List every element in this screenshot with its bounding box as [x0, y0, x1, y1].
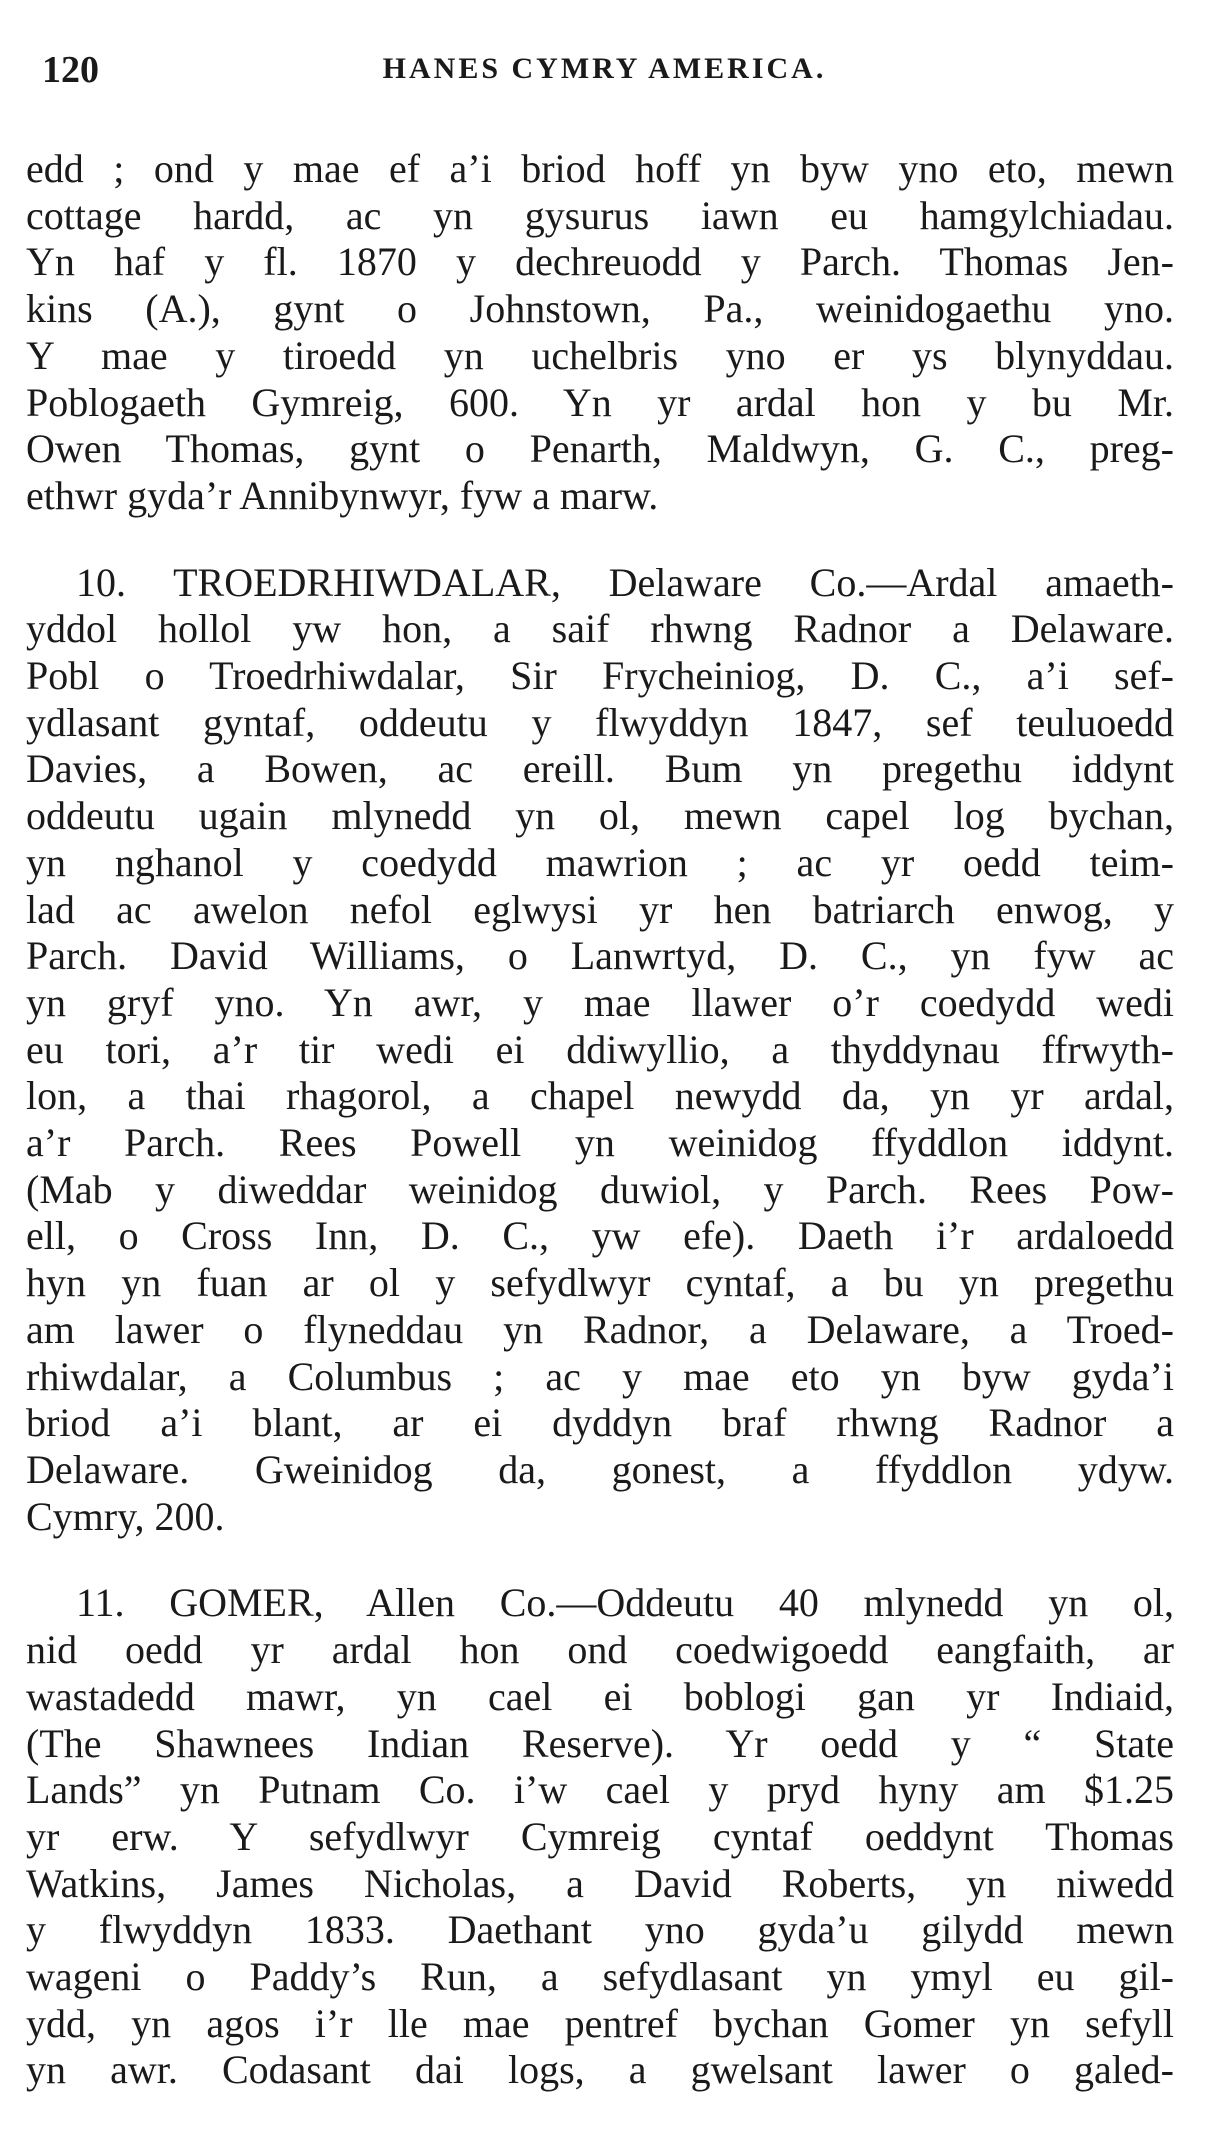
- text-line: y flwyddyn 1833. Daethant yno gyda’u gilydd mewn: [26, 1907, 1174, 1953]
- text-line: wastadedd mawr, yn cael ei boblogi gan yr Indiaid,: [26, 1673, 1174, 1719]
- text-line: Yn haf y fl. 1870 y dechreuodd y Parch. Thomas Jen-: [26, 239, 1174, 285]
- text-line: yr erw. Y sefydlwyr Cymreig cyntaf oeddynt Thomas: [26, 1813, 1174, 1859]
- text-line: nid oedd yr ardal hon ond coedwigoedd eangfaith, ar: [26, 1627, 1174, 1673]
- text-line: yn awr. Codasant dai logs, a gwelsant lawer o galed-: [26, 2047, 1174, 2093]
- text-line: ell, o Cross Inn, D. C., yw efe). Daeth i’r ardaloedd: [26, 1213, 1174, 1259]
- text-line: Parch. David Williams, o Lanwrtyd, D. C., yn fyw ac: [26, 933, 1174, 979]
- text-line: Delaware. Gweinidog da, gonest, a ffyddlon ydyw.: [26, 1446, 1174, 1492]
- running-head: HANES CYMRY AMERICA.: [382, 52, 827, 85]
- text-line: kins (A.), gynt o Johnstown, Pa., weinidogaethu yno.: [26, 286, 1174, 332]
- text-line: eu tori, a’r tir wedi ei ddiwyllio, a thyddynau ffrwyth-: [26, 1026, 1174, 1072]
- paragraph-3: [26, 1580, 1174, 2094]
- text-line: ydd, yn agos i’r lle mae pentref bychan Gomer yn sefyll: [26, 2000, 1174, 2046]
- paragraph-1: [26, 146, 1174, 520]
- text-line: Pobl o Troedrhiwdalar, Sir Frycheiniog, D. C., a’i sef-: [26, 653, 1174, 699]
- text-line: yn gryf yno. Yn awr, y mae llawer o’r coedydd wedi: [26, 979, 1174, 1025]
- text-line: Y mae y tiroedd yn uchelbris yno er ys blynyddau.: [26, 332, 1174, 378]
- text-line: ethwr gyda’r Annibynwyr, fyw a marw.: [26, 472, 659, 518]
- body-text: [26, 146, 1174, 2094]
- text-line: Davies, a Bowen, ac ereill. Bum yn pregethu iddynt: [26, 746, 1174, 792]
- text-line: a’r Parch. Rees Powell yn weinidog ffyddlon iddynt.: [26, 1120, 1174, 1166]
- text-line: lon, a thai rhagorol, a chapel newydd da, yn yr ardal,: [26, 1073, 1174, 1119]
- page-number: 120: [42, 49, 99, 91]
- text-line: Owen Thomas, gynt o Penarth, Maldwyn, G. C., preg-: [26, 426, 1174, 472]
- text-line: yddol hollol yw hon, a saif rhwng Radnor a Delaware.: [26, 606, 1174, 652]
- text-line: (Mab y diweddar weinidog duwiol, y Parch. Rees Pow-: [26, 1166, 1174, 1212]
- text-line: wageni o Paddy’s Run, a sefydlasant yn ymyl eu gil-: [26, 1954, 1174, 2000]
- text-line: lad ac awelon nefol eglwysi yr hen batriarch enwog, y: [26, 886, 1174, 932]
- text-line: Watkins, James Nicholas, a David Roberts, yn niwedd: [26, 1860, 1174, 1906]
- text-line: oddeutu ugain mlynedd yn ol, mewn capel log bychan,: [26, 793, 1174, 839]
- paragraph-2: [26, 560, 1174, 1541]
- text-line: ydlasant gyntaf, oddeutu y flwyddyn 1847, sef teuluoedd: [26, 699, 1174, 745]
- text-line: yn nghanol y coedydd mawrion ; ac yr oedd teim-: [26, 839, 1174, 885]
- text-line: 10. TROEDRHIWDALAR, Delaware Co.—Ardal amaeth-: [76, 559, 1174, 605]
- text-line: hyn yn fuan ar ol y sefydlwyr cyntaf, a bu yn pregethu: [26, 1260, 1174, 1306]
- text-line: 11. GOMER, Allen Co.—Oddeutu 40 mlynedd yn ol,: [76, 1580, 1174, 1626]
- text-line: (The Shawnees Indian Reserve). Yr oedd y “ State: [26, 1720, 1174, 1766]
- text-line: cottage hardd, ac yn gysurus iawn eu hamgylchiadau.: [26, 192, 1174, 238]
- page-header: [42, 48, 1167, 98]
- text-line: Cymry, 200.: [26, 1493, 225, 1539]
- text-line: briod a’i blant, ar ei dyddyn braf rhwng Radnor a: [26, 1400, 1174, 1446]
- text-line: Poblogaeth Gymreig, 600. Yn yr ardal hon y bu Mr.: [26, 379, 1174, 425]
- text-line: edd ; ond y mae ef a’i briod hoff yn byw yno eto, mewn: [26, 146, 1174, 191]
- text-line: am lawer o flyneddau yn Radnor, a Delaware, a Troed-: [26, 1306, 1174, 1352]
- text-line: Lands” yn Putnam Co. i’w cael y pryd hyny am $1.25: [26, 1767, 1174, 1813]
- text-line: rhiwdalar, a Columbus ; ac y mae eto yn byw gyda’i: [26, 1353, 1174, 1399]
